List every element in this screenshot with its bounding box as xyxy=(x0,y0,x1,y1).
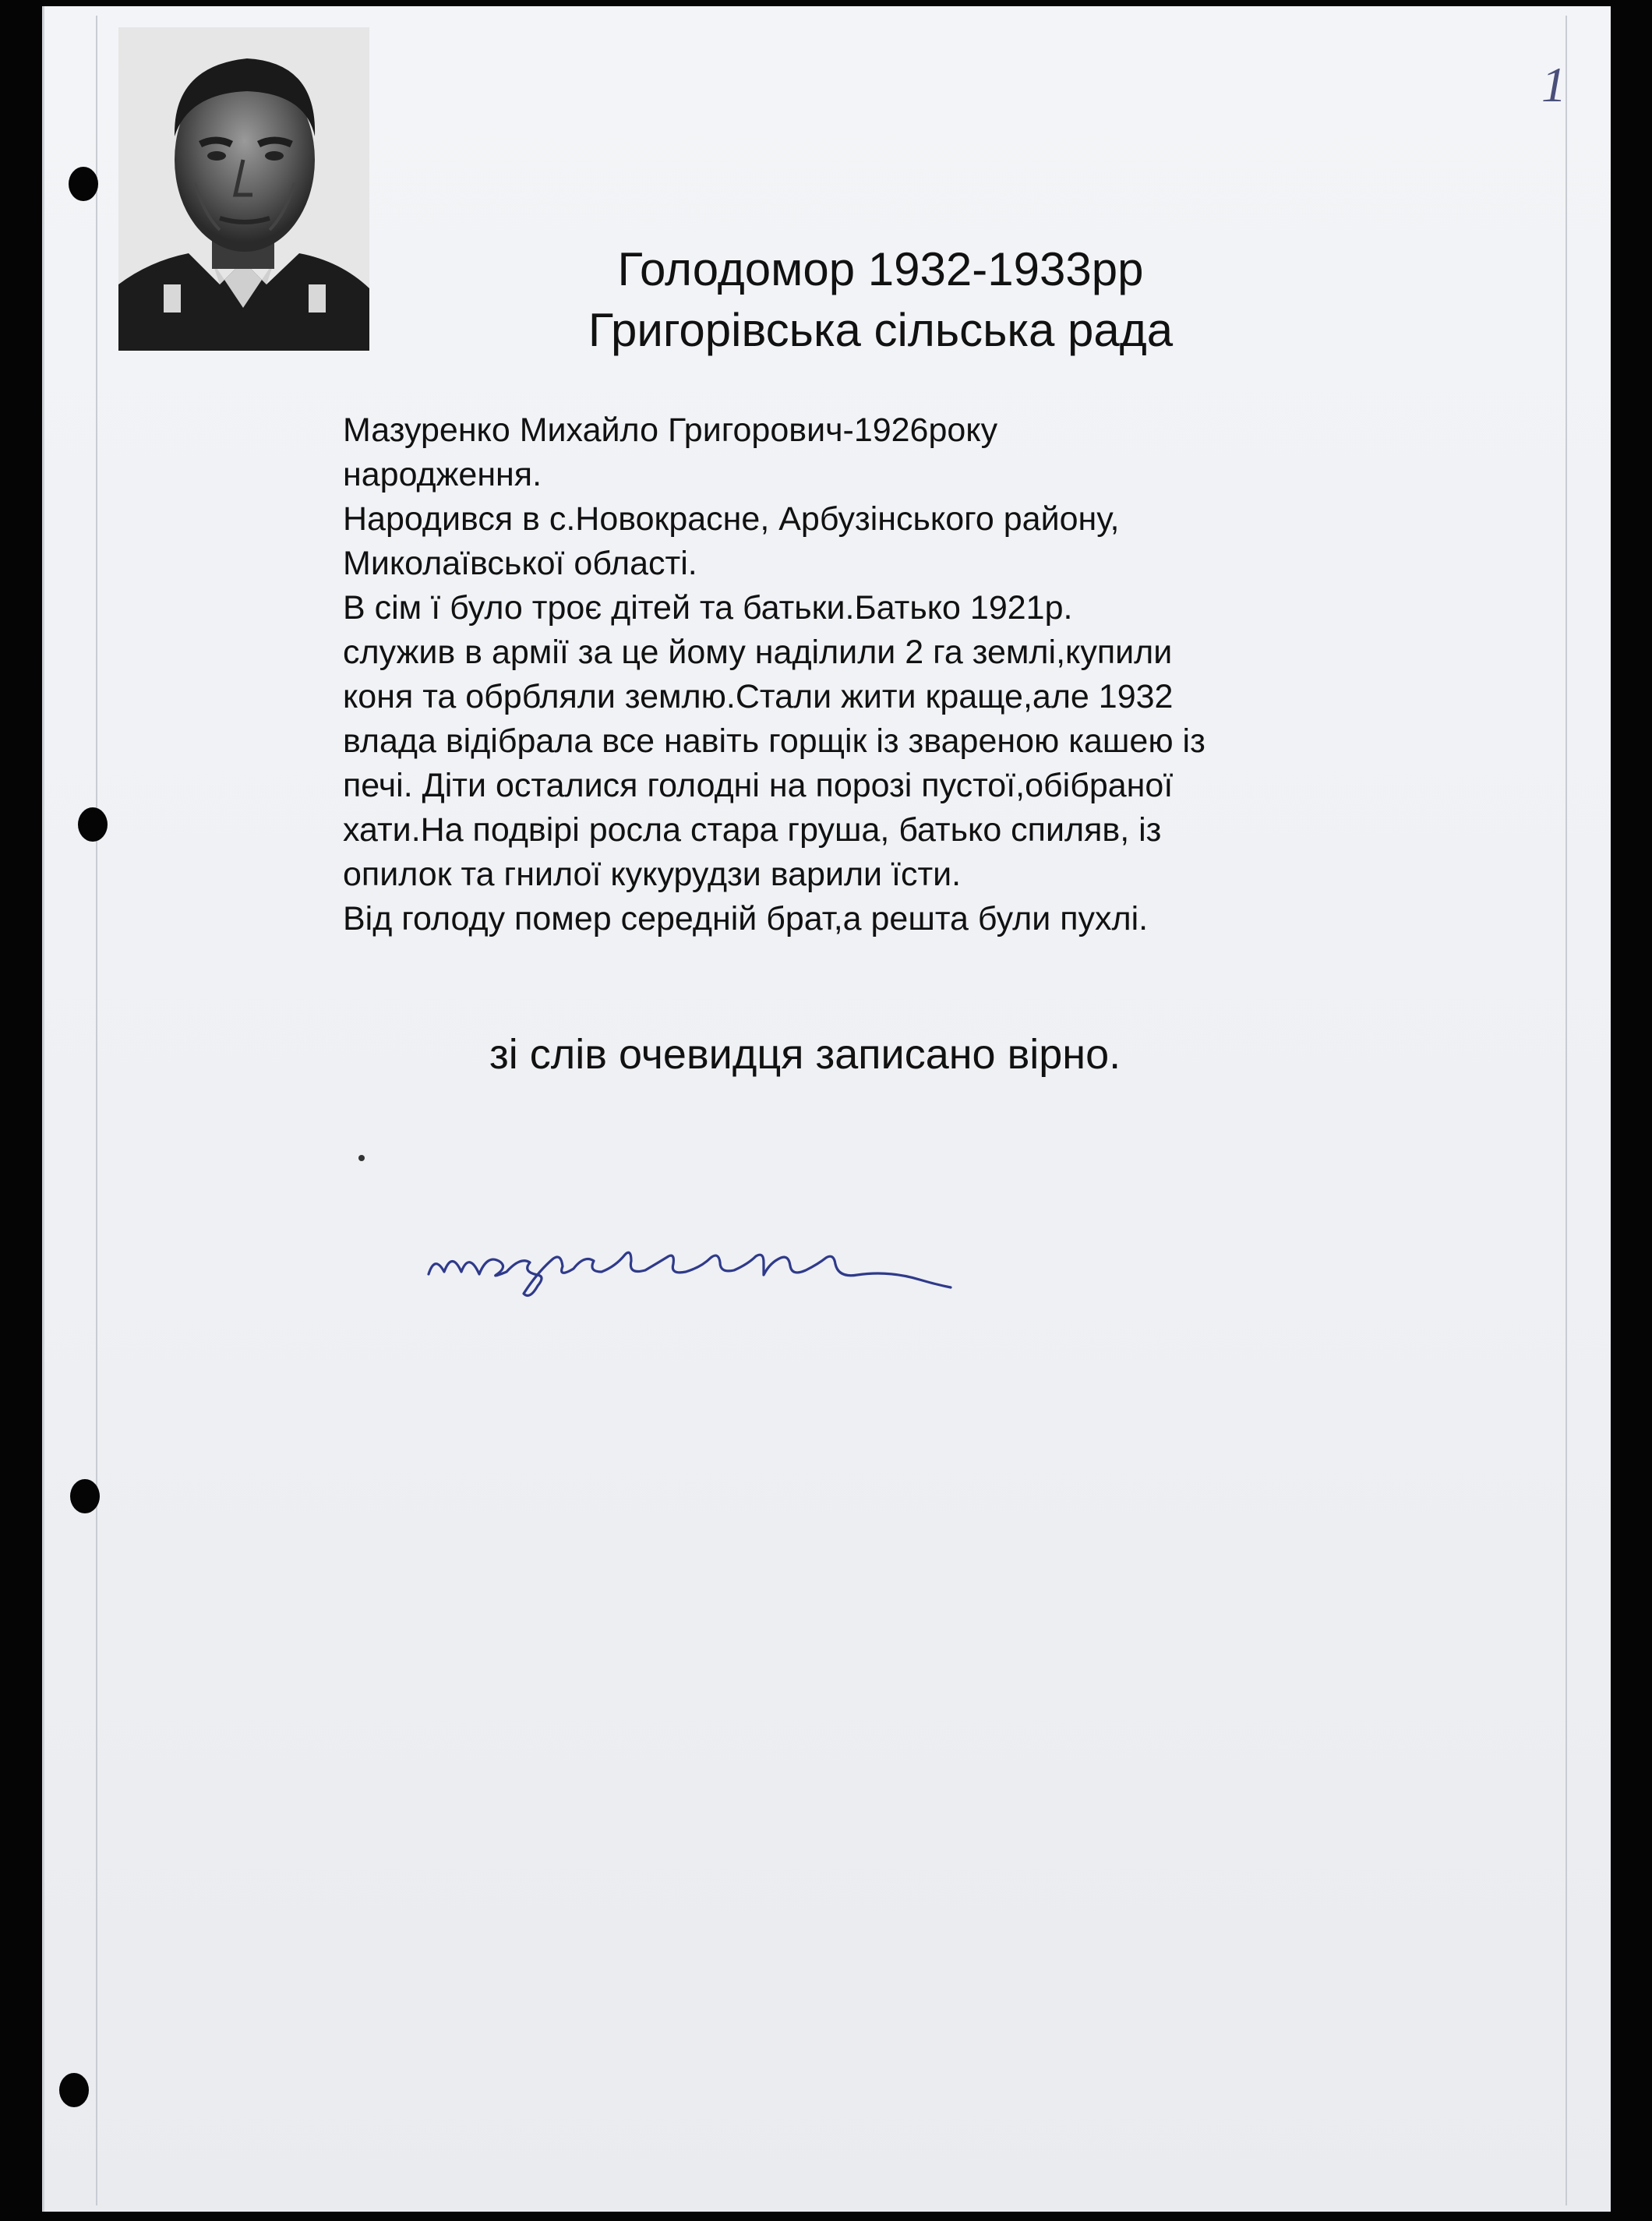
testimony-line: печі. Діти осталися голодні на порозі пустої,обібраної xyxy=(343,767,1174,804)
page-margin-line xyxy=(96,16,97,2205)
testimony-line: коня та обрбляли землю.Стали жити краще,але 1932 xyxy=(343,678,1174,715)
testimony-line: Народився в с.Новокрасне, Арбузінського району, xyxy=(343,500,1120,538)
verification-note: зі слів очевидця записано вірно. xyxy=(489,1031,1121,1078)
testimony-text xyxy=(343,408,1418,941)
punch-hole-icon xyxy=(78,807,108,842)
testimony-line: Миколаївської області. xyxy=(343,545,697,582)
testimony-line: В сім ї було троє дітей та батьки.Батько 1921р. xyxy=(343,589,1073,627)
punch-hole-icon xyxy=(70,1479,100,1513)
handwritten-signature xyxy=(421,1200,966,1301)
punch-hole-icon xyxy=(69,167,98,201)
document-subtitle: Григорівська сільська рада xyxy=(588,304,1174,356)
page-edge-line xyxy=(1566,16,1567,2205)
punch-hole-icon xyxy=(59,2073,89,2107)
page-number: 1 xyxy=(1541,57,1566,112)
testimony-line: Мазуренко Михайло Григорович-1926року xyxy=(343,411,998,449)
testimony-line: влада відібрала все навіть горщік із звареною кашею із xyxy=(343,722,1205,760)
stray-dot xyxy=(358,1155,365,1161)
document-title: Голодомор 1932-1933рр xyxy=(617,243,1144,295)
testimony-line: служив в армії за це йому наділили 2 га землі,купили xyxy=(343,634,1173,671)
testimony-line: народження. xyxy=(343,456,542,493)
testimony-line: опилок та гнилої кукурудзи варили їсти. xyxy=(343,856,962,893)
testimony-line: хати.На подвірі росла стара груша, батько спиляв, із xyxy=(343,811,1162,849)
portrait-photo xyxy=(118,27,369,351)
testimony-line: Від голоду помер середній брат,а решта були пухлі. xyxy=(343,900,1149,937)
